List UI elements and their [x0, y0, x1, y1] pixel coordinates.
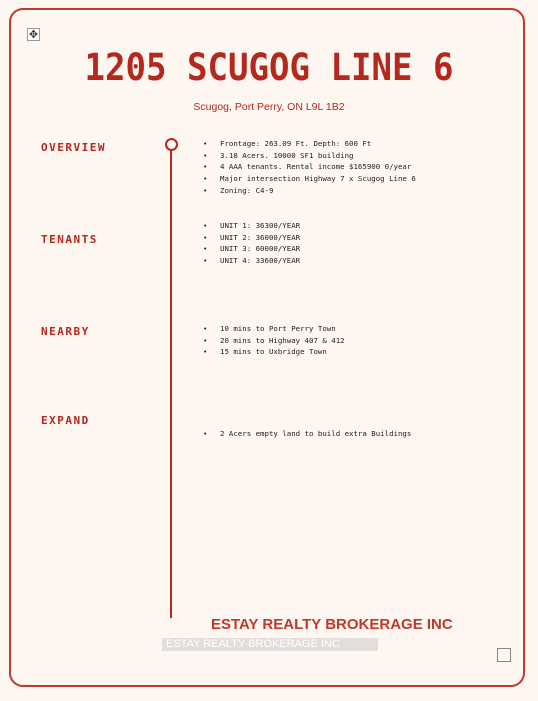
bullet-icon: • — [203, 244, 208, 254]
section-label-nearby: NEARBY — [41, 325, 90, 338]
resize-handle[interactable] — [497, 648, 511, 662]
list-item: • 15 mins to Uxbridge Town — [203, 347, 327, 357]
bullet-icon: • — [203, 256, 208, 266]
bullet-icon: • — [203, 139, 208, 148]
timeline-dot — [165, 138, 178, 151]
timeline-line — [170, 149, 172, 618]
list-item: • 4 AAA tenants. Rental income $165900 0/year — [203, 162, 412, 172]
bullet-icon: • — [203, 162, 208, 172]
bullet-icon: • — [203, 185, 208, 195]
page-title: 1205 SCUGOG LINE 6 — [84, 46, 454, 89]
list-item: • Zoning: C4-9 — [203, 185, 274, 195]
company-name: ESTAY REALTY BROKERAGE INC — [211, 616, 453, 633]
list-item: • UNIT 1: 36300/YEAR — [203, 221, 301, 230]
list-item: • Frontage: 263.09 Ft. Depth: 600 Ft — [203, 139, 372, 148]
list-item: • 2 Acers empty land to build extra Buildings — [203, 429, 412, 438]
section-label-overview: OVERVIEW — [41, 141, 106, 154]
expand-list — [203, 428, 411, 440]
bullet-icon: • — [203, 232, 208, 242]
list-item: • 3.18 Acers. 10000 SF1 building — [203, 150, 354, 160]
bullet-icon: • — [203, 335, 208, 345]
bullet-icon: • — [203, 221, 208, 230]
list-item: • UNIT 2: 36000/YEAR — [203, 232, 301, 242]
list-item: • 20 mins to Highway 407 & 412 — [203, 335, 345, 345]
bullet-icon: • — [203, 324, 208, 333]
nearby-list — [203, 323, 345, 358]
section-label-expand: EXPAND — [41, 414, 90, 427]
bullet-icon: • — [203, 429, 208, 438]
company-watermark: ESTAY REALTY BROKERAGE INC — [162, 638, 378, 651]
section-label-tenants: TENANTS — [41, 233, 98, 246]
tenants-list — [203, 220, 300, 267]
bullet-icon: • — [203, 347, 208, 357]
move-icon[interactable]: ✥ — [28, 28, 39, 41]
list-item: • Major intersection Highway 7 x Scugog Line 6 — [203, 174, 416, 184]
bullet-icon: • — [203, 174, 208, 184]
overview-list — [203, 138, 416, 196]
list-item: • UNIT 4: 33600/YEAR — [203, 256, 301, 266]
list-item: • 10 mins to Port Perry Town — [203, 324, 336, 333]
list-item: • UNIT 3: 60000/YEAR — [203, 244, 301, 254]
bullet-icon: • — [203, 150, 208, 160]
address: Scugog, Port Perry, ON L9L 1B2 — [193, 101, 345, 113]
